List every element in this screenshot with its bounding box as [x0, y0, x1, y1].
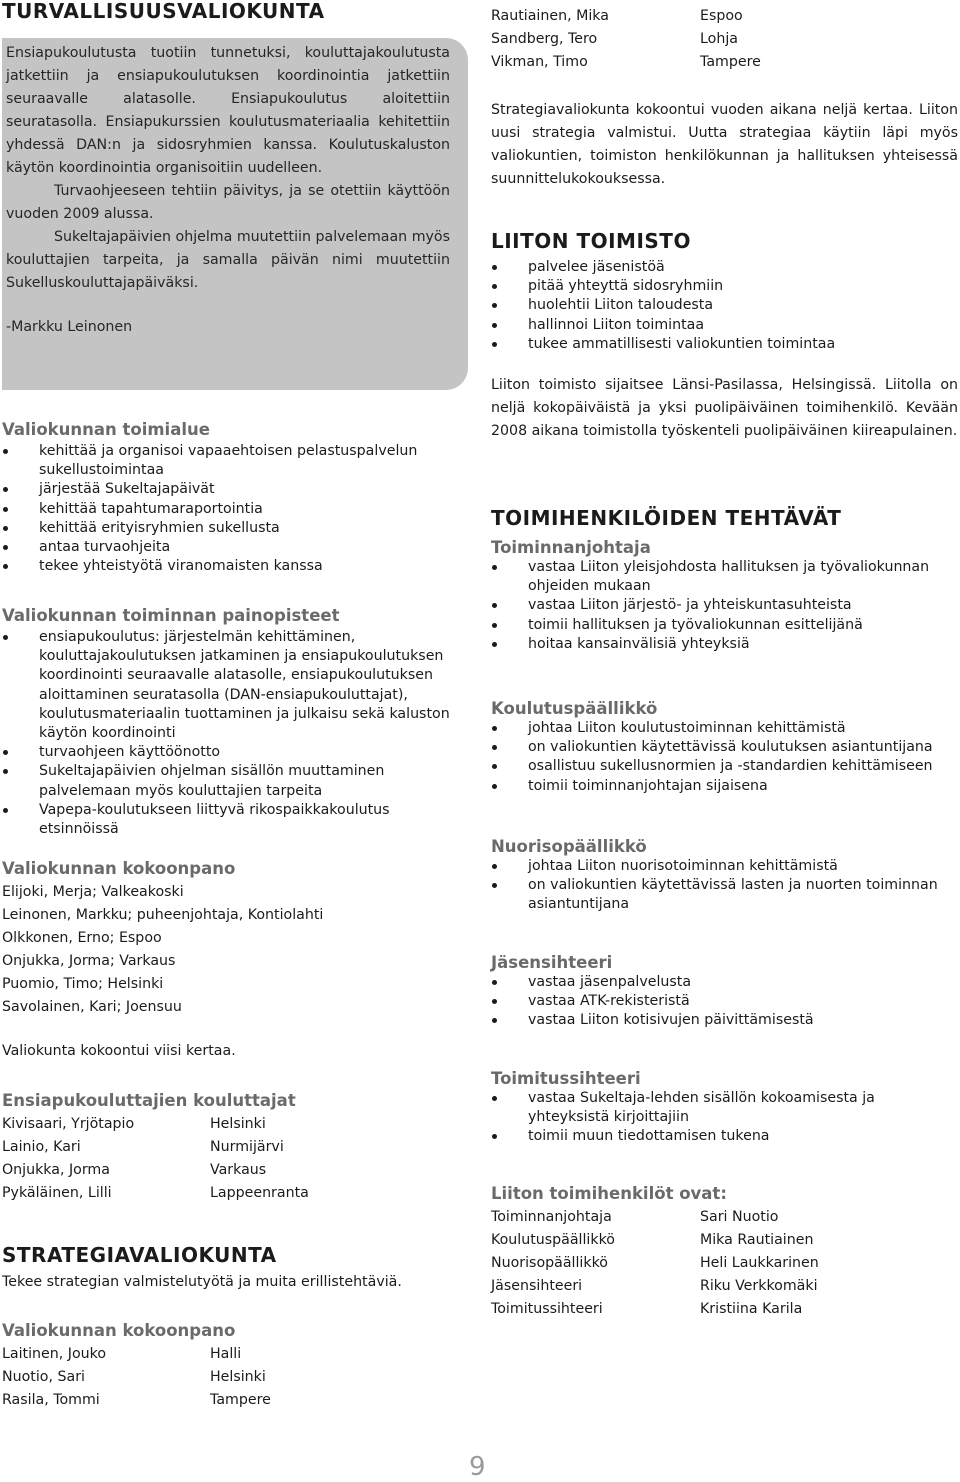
list-item: turvaohjeen käyttöönotto: [2, 743, 468, 762]
list-item: on valiokuntien käytettävissä koulutuksen asiantuntijana: [491, 738, 958, 757]
strategia-section: [2, 1243, 468, 1412]
list-item: johtaa Liiton koulutustoiminnan kehittämistä: [491, 719, 958, 738]
table-cell: Rautiainen, Mika: [491, 8, 609, 24]
page-number: 9: [469, 1452, 486, 1482]
intro-signature: -Markku Leinonen: [6, 319, 133, 335]
member-line: Elijoki, Merja; Valkeakoski: [2, 884, 184, 900]
table-row: [2, 1343, 468, 1366]
list-item: on valiokuntien käytettävissä lasten ja nuorten toiminnan asiantuntijana: [491, 876, 958, 914]
painopisteet-section: [2, 606, 468, 839]
strategia-table: [2, 1343, 468, 1412]
list-item: vastaa Liiton järjestö- ja yhteiskuntasuhteista: [491, 596, 958, 615]
role-heading: Toiminnanjohtaja: [491, 538, 651, 557]
table-cell: Tampere: [210, 1392, 271, 1408]
table-cell: Espoo: [700, 8, 743, 24]
list-item: kehittää erityisryhmien sukellusta: [2, 519, 468, 538]
table-row: [491, 5, 958, 28]
role-nuorisopaallikko: [491, 837, 958, 915]
toimisto-list: [491, 258, 958, 354]
intro-paragraph: Sukeltajapäivien ohjelma muutettiin palvelemaan myös kouluttajien tarpeita, ja samalla päivän nimi muutettiin Sukelluskouluttajapäiväksi.: [6, 229, 450, 291]
table-row: [2, 1389, 468, 1412]
table-cell: Heli Laukkarinen: [700, 1255, 819, 1271]
table-cell: Laitinen, Jouko: [2, 1346, 107, 1362]
table-cell: Helsinki: [210, 1116, 266, 1132]
table-cell: Kivisaari, Yrjötapio: [2, 1116, 135, 1132]
role-heading: Koulutuspäällikkö: [491, 699, 658, 718]
list-item: vastaa ATK-rekisteristä: [491, 992, 958, 1011]
table-row: [491, 1206, 958, 1229]
toimialue-section: [2, 420, 468, 576]
role-heading: Jäsensihteeri: [491, 953, 613, 972]
list-item: ensiapukoulutus: järjestelmän kehittäminen, kouluttajakoulutuksen jatkaminen ja ensiapukoulutuksen koordinointi seuraavalle alatasolle, ensiapukoulutuksen aloittaminen seuratasolla (DAN-ensiapukouluttajat), koulutusmateriaalin tuottaminen ja julkaisu sekä kaluston käytön koordinointi: [2, 628, 468, 743]
section-title-strategia: STRATEGIAVALIOKUNTA: [2, 1243, 277, 1267]
list-item: hoitaa kansainvälisiä yhteyksiä: [491, 635, 958, 654]
table-cell: Vikman, Timo: [491, 54, 588, 70]
strategia-kokoonpano-heading: Valiokunnan kokoonpano: [2, 1321, 236, 1340]
table-row: [491, 1275, 958, 1298]
henkilot-table: [491, 1206, 958, 1321]
table-row: [491, 28, 958, 51]
table-cell: Onjukka, Jorma: [2, 1162, 110, 1178]
role-jasensihteeri: [491, 953, 958, 1031]
table-cell: Lohja: [700, 31, 738, 47]
table-cell: Nurmijärvi: [210, 1139, 284, 1155]
henkilot-section: [491, 1184, 958, 1321]
meetings-text: Valiokunta kokoontui viisi kertaa.: [2, 1043, 236, 1059]
table-cell: Helsinki: [210, 1369, 266, 1385]
table-cell: Lappeenranta: [210, 1185, 309, 1201]
role-list: [491, 1089, 958, 1147]
table-row: [2, 1159, 468, 1182]
list-item: toimii toiminnanjohtajan sijaisena: [491, 777, 958, 796]
member-line: Onjukka, Jorma; Varkaus: [2, 953, 176, 969]
table-cell: Nuotio, Sari: [2, 1369, 85, 1385]
role-list: [491, 857, 958, 915]
list-item: pitää yhteyttä sidosryhmiin: [491, 277, 958, 296]
list-item: tukee ammatillisesti valiokuntien toimintaa: [491, 335, 958, 354]
table-cell: Tampere: [700, 54, 761, 70]
table-cell: Lainio, Kari: [2, 1139, 81, 1155]
list-item: vastaa Liiton yleisjohdosta hallituksen ja työvaliokunnan ohjeiden mukaan: [491, 558, 958, 596]
table-cell: Kristiina Karila: [700, 1301, 803, 1317]
member-line: Puomio, Timo; Helsinki: [2, 976, 164, 992]
painopisteet-list: [2, 628, 468, 839]
role-list: [491, 973, 958, 1031]
role-list: [491, 719, 958, 796]
list-item: toimii hallituksen ja työvaliokunnan esittelijänä: [491, 616, 958, 635]
list-item: huolehtii Liiton taloudesta: [491, 296, 958, 315]
member-line: Leinonen, Markku; puheenjohtaja, Kontiolahti: [2, 907, 324, 923]
list-item: vastaa Liiton kotisivujen päivittämisestä: [491, 1011, 958, 1030]
list-item: osallistuu sukellusnormien ja -standardien kehittämiseen: [491, 757, 958, 776]
intro-paragraph: Ensiapukoulutusta tuotiin tunnetuksi, kouluttajakoulutusta jatkettiin ja ensiapukoulutuksen koordinointia jatkettiin seuraavalle alatasolle. Ensiapukoulutus aloitettiin seuratasolla. Ensiapukurssien koulutusmateriaalia kehitettiin yhdessä DAN:n ja sidosryhmien kanssa. Koulutuskaluston käytön koordinointia organisoitiin uudelleen.: [6, 45, 450, 176]
list-item: Vapepa-koulutukseen liittyvä rikospaikkakoulutus etsinnöissä: [2, 801, 468, 839]
kouluttajat-heading: Ensiapukouluttajien kouluttajat: [2, 1091, 296, 1110]
intro-paragraph: Turvaohjeeseen tehtiin päivitys, ja se otettiin käyttöön vuoden 2009 alussa.: [6, 183, 450, 222]
table-cell: Sari Nuotio: [700, 1209, 779, 1225]
list-item: vastaa Sukeltaja-lehden sisällön kokoamisesta ja yhteyksistä kirjoittajiin: [491, 1089, 958, 1127]
table-cell: Koulutuspäällikkö: [491, 1232, 615, 1248]
member-line: Olkkonen, Erno; Espoo: [2, 930, 162, 946]
table-cell: Varkaus: [210, 1162, 267, 1178]
list-item: kehittää tapahtumaraportointia: [2, 500, 468, 519]
list-item: vastaa jäsenpalvelusta: [491, 973, 958, 992]
intro-box: [2, 38, 468, 390]
section-title-tehtavat: TOIMIHENKILÖIDEN TEHTÄVÄT: [491, 506, 842, 530]
list-item: tekee yhteistyötä viranomaisten kanssa: [2, 557, 468, 576]
kouluttajat-table: [2, 1113, 468, 1205]
table-row: [491, 1229, 958, 1252]
table-cell: Rasila, Tommi: [2, 1392, 100, 1408]
role-toimitussihteeri: [491, 1069, 958, 1147]
role-heading: Nuorisopäällikkö: [491, 837, 647, 856]
table-cell: Pykäläinen, Lilli: [2, 1185, 112, 1201]
member-line: Savolainen, Kari; Joensuu: [2, 999, 182, 1015]
section-title-toimisto: LIITON TOIMISTO: [491, 229, 691, 253]
table-cell: Halli: [210, 1346, 242, 1362]
list-item: järjestää Sukeltajapäivät: [2, 480, 468, 499]
table-cell: Toiminnanjohtaja: [491, 1209, 612, 1225]
list-item: Sukeltajapäivien ohjelman sisällön muuttaminen palvelemaan myös kouluttajien tarpeita: [2, 762, 468, 800]
table-cell: Toimitussihteeri: [491, 1301, 603, 1317]
table-cell: Nuorisopäällikkö: [491, 1255, 608, 1271]
table-row: [491, 1298, 958, 1321]
role-toiminnanjohtaja: [491, 538, 958, 654]
role-koulutuspaallikko: [491, 699, 958, 796]
table-cell: Jäsensihteeri: [491, 1278, 583, 1294]
henkilot-heading: Liiton toimihenkilöt ovat:: [491, 1184, 727, 1203]
table-cell: Riku Verkkomäki: [700, 1278, 818, 1294]
list-item: hallinnoi Liiton toimintaa: [491, 316, 958, 335]
table-row: [491, 1252, 958, 1275]
list-item: antaa turvaohjeita: [2, 538, 468, 557]
list-item: toimii muun tiedottamisen tukena: [491, 1127, 958, 1146]
list-item: kehittää ja organisoi vapaaehtoisen pelastuspalvelun sukellustoimintaa: [2, 442, 468, 480]
role-heading: Toimitussihteeri: [491, 1069, 641, 1088]
table-row: [2, 1182, 468, 1205]
kouluttajat-section: [2, 1091, 468, 1205]
table-row: [491, 51, 958, 74]
toimisto-text: Liiton toimisto sijaitsee Länsi-Pasilassa, Helsingissä. Liitolla on neljä kokopäiväistä ja yksi puolipäiväinen toimihenkilö. Kevään 2008 aikana toimistolla työskenteli puolipäiväinen kiireapulainen.: [491, 377, 958, 439]
table-cell: Sandberg, Tero: [491, 31, 598, 47]
list-item: johtaa Liiton nuorisotoiminnan kehittämistä: [491, 857, 958, 876]
table-row: [2, 1113, 468, 1136]
toimialue-list: [2, 442, 468, 576]
kokoonpano-section: [2, 859, 468, 1063]
strategia-members-table: [491, 5, 958, 74]
painopisteet-heading: Valiokunnan toiminnan painopisteet: [2, 606, 340, 625]
table-cell: Mika Rautiainen: [700, 1232, 814, 1248]
strategia-text: Tekee strategian valmistelutyötä ja muita erillistehtäviä.: [2, 1274, 402, 1290]
toimialue-heading: Valiokunnan toimialue: [2, 420, 210, 439]
table-row: [2, 1366, 468, 1389]
section-title-turvallisuus: TURVALLISUUSVALIOKUNTA: [2, 0, 325, 23]
strategia-meetings-text: Strategiavaliokunta kokoontui vuoden aikana neljä kertaa. Liiton uusi strategia valmistui. Uutta strategiaa käytiin läpi myös valiokuntien, toimiston henkilökunnan ja hallituksen yhteisessä suunnittelukokouksessa.: [491, 102, 958, 187]
table-row: [2, 1136, 468, 1159]
list-item: palvelee jäsenistöä: [491, 258, 958, 277]
kokoonpano-heading: Valiokunnan kokoonpano: [2, 859, 236, 878]
role-list: [491, 558, 958, 654]
